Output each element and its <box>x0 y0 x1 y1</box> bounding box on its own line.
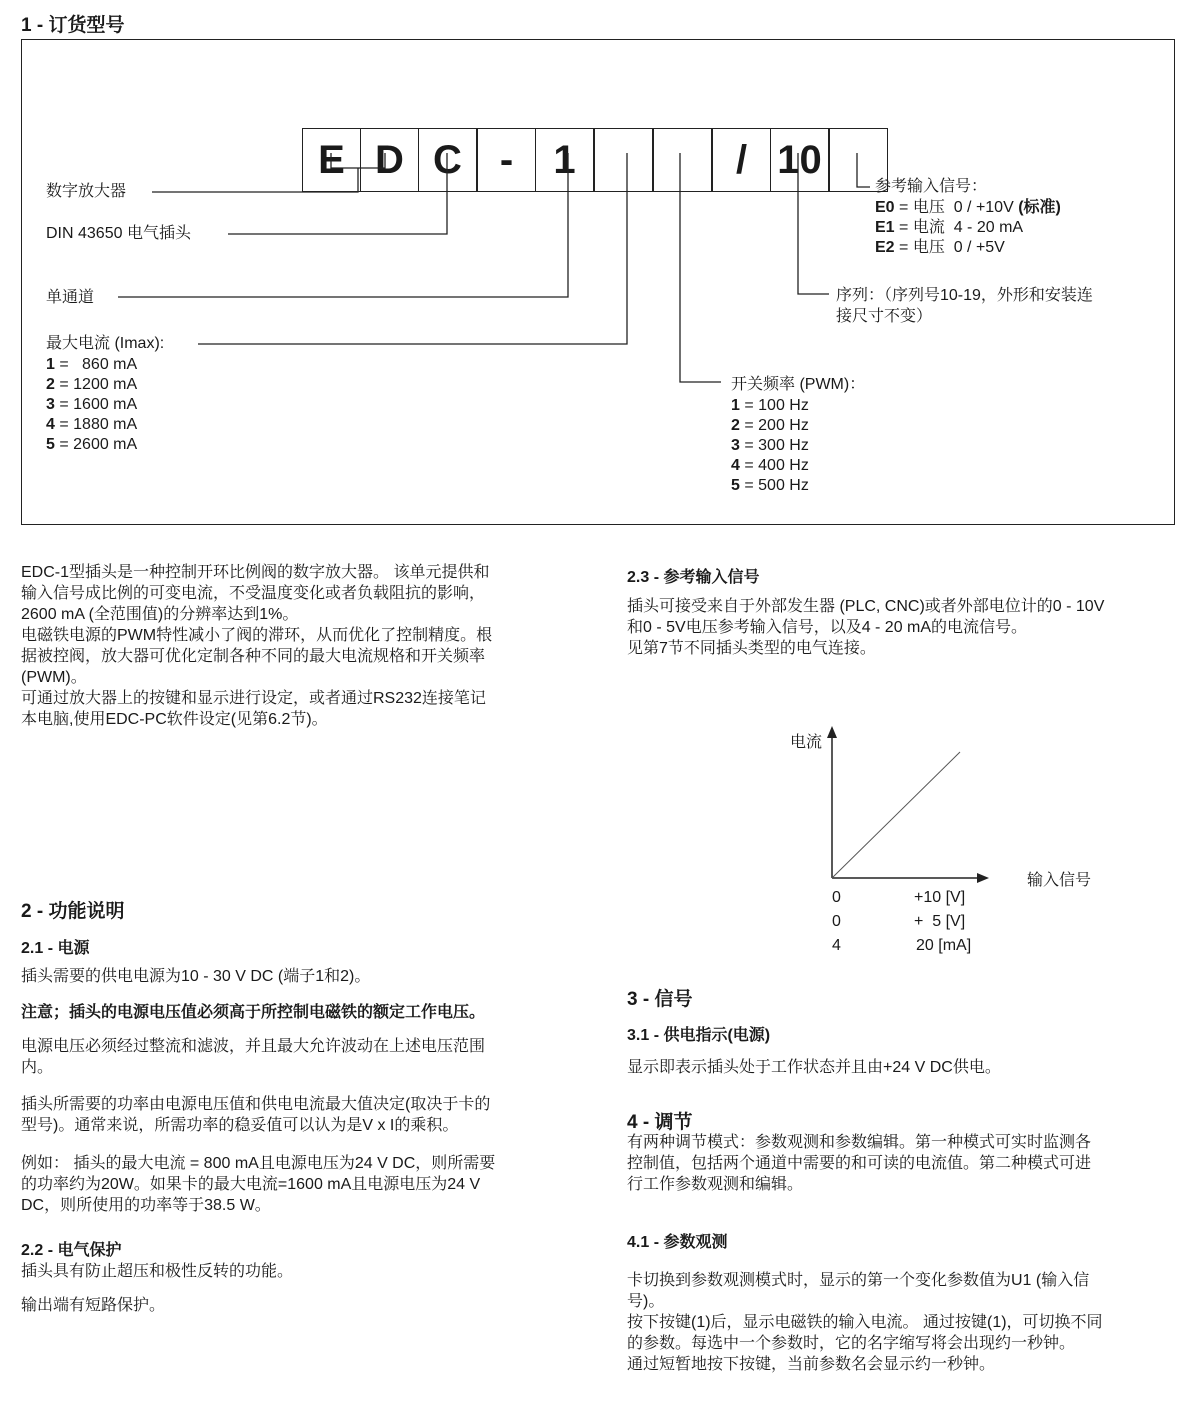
imax-item: 1 = 860 mA <box>46 356 138 373</box>
pwm-list <box>731 396 809 496</box>
pwm-item: 2 = 200 Hz <box>731 417 809 434</box>
label-digital-amplifier: 数字放大器 <box>46 183 127 200</box>
label-ref-input-title: 参考输入信号： <box>875 178 988 195</box>
section-3-title: 3 - 信号 <box>627 989 693 1010</box>
imax-item: 4 = 1880 mA <box>46 416 138 433</box>
s22-paragraph-1: 插头具有防止超压和极性反转的功能。 <box>21 1263 294 1280</box>
code-box-3: C <box>418 128 477 192</box>
s23-paragraph: 插头可接受来自于外部发生器 (PLC, CNC)或者外部电位计的0 - 10V 和0 - 5V电压参考输入信号，以及4 - 20 mA的电流信号。 见第7节不同插头类型的电气连接。 <box>627 598 1105 657</box>
code-box-5: 1 <box>535 128 594 192</box>
imax-item: 5 = 2600 mA <box>46 436 138 453</box>
s31-paragraph: 显示即表示插头处于工作状态并且由+24 V DC供电。 <box>627 1059 1001 1076</box>
code-box-9: 10 <box>770 128 829 192</box>
s22-paragraph-2: 输出端有短路保护。 <box>21 1297 166 1314</box>
ref-input-item: E2 = 电压 0 / +5V <box>875 239 1005 256</box>
section-2-1-title: 2.1 - 电源 <box>21 940 90 957</box>
intro-line: 据被控阀，放大器可优化定制各种不同的最大电流规格和开关频率 <box>21 648 486 665</box>
pwm-item: 3 = 300 Hz <box>731 437 809 454</box>
label-series-line2: 接尺寸不变） <box>836 308 933 325</box>
s21-paragraph-3: 插头所需要的功率由电源电压值和供电电流最大值决定(取决于卡的 型号)。通常来说，所需功率的稳妥值可以认为是V x I的乘积。 <box>21 1096 491 1134</box>
ref-input-list <box>875 198 1061 258</box>
s21-paragraph-4: 例如： 插头的最大电流 = 800 mA且电源电压为24 V DC，则所需要 的功率约为20W。如果卡的最大电流=1600 mA且电源电压为24 V DC，则所使用的功率等于38.5 W。 <box>21 1155 496 1214</box>
code-box-1: E <box>302 128 361 192</box>
intro-line: (PWM)。 <box>21 669 87 686</box>
imax-list <box>46 355 137 455</box>
s41-paragraph: 卡切换到参数观测模式时，显示的第一个变化参数值为U1 (输入信 号)。 按下按键(1)后，显示电磁铁的输入电流。 通过按键(1)，可切换不同 的参数。每选中一个参数时，它的名字缩写将会出现约一秒钟。 通过短暂地按下按键，当前参数名会显示约一秒钟。 <box>627 1272 1103 1373</box>
code-box-4: - <box>477 128 536 192</box>
intro-line: 可通过放大器上的按键和显示进行设定，或者通过RS232连接笔记 <box>21 690 486 707</box>
intro-paragraph <box>21 562 581 730</box>
section-4-title: 4 - 调节 <box>627 1112 693 1133</box>
s21-note: 注意；插头的电源电压值必须高于所控制电磁铁的额定工作电压。 <box>21 1004 486 1021</box>
chart-x-label: 输入信号 <box>1027 872 1092 889</box>
pwm-item: 4 = 400 Hz <box>731 457 809 474</box>
intro-line: EDC-1型插头是一种控制开环比例阀的数字放大器。 该单元提供和 <box>21 564 490 581</box>
imax-item: 3 = 1600 mA <box>46 396 138 413</box>
label-series-line1: 序列：（序列号10-19，外形和安装连 <box>836 287 1093 304</box>
section-1-title: 1 - 订货型号 <box>21 15 125 36</box>
pwm-item: 5 = 500 Hz <box>731 477 809 494</box>
code-box-2: D <box>360 128 419 192</box>
ref-input-item: E0 = 电压 0 / +10V (标准) <box>875 199 1061 216</box>
s21-paragraph-2: 电源电压必须经过整流和滤波，并且最大允许波动在上述电压范围 内。 <box>21 1038 486 1076</box>
label-imax-title: 最大电流 (Imax): <box>46 335 165 352</box>
label-din-connector: DIN 43650 电气插头 <box>46 225 191 242</box>
s21-paragraph-1: 插头需要的供电电源为10 - 30 V DC (端子1和2)。 <box>21 968 371 985</box>
imax-item: 2 = 1200 mA <box>46 376 138 393</box>
x-axis-arrow-icon <box>977 873 989 883</box>
section-3-1-title: 3.1 - 供电指示(电源) <box>627 1027 771 1044</box>
series-line <box>832 752 960 878</box>
pwm-item: 1 = 100 Hz <box>731 397 809 414</box>
section-2-3-title: 2.3 - 参考输入信号 <box>627 569 760 586</box>
intro-line: 电磁铁电源的PWM特性减小了阀的滞环，从而优化了控制精度。根 <box>21 627 493 644</box>
label-pwm-title: 开关频率 (PWM)： <box>731 376 866 393</box>
label-single-channel: 单通道 <box>46 289 95 306</box>
section-4-1-title: 4.1 - 参数观测 <box>627 1234 728 1251</box>
chart-y-label: 电流 <box>790 734 823 751</box>
intro-line: 2600 mA (全范围值)的分辨率达到1%。 <box>21 606 299 623</box>
s4-paragraph: 有两种调节模式：参数观测和参数编辑。第一种模式可实时监测各 控制值，包括两个通道中需要的和可读的电流值。第二种模式可进 行工作参数观测和编辑。 <box>627 1134 1092 1193</box>
y-axis-arrow-icon <box>827 726 837 738</box>
code-box-8: / <box>712 128 771 192</box>
intro-line: 输入信号成比例的可变电流，不受温度变化或者负载阻抗的影响， <box>21 585 486 602</box>
ref-input-item: E1 = 电流 4 - 20 mA <box>875 219 1024 236</box>
intro-line: 本电脑,使用EDC-PC软件设定(见第6.2节)。 <box>21 711 328 728</box>
section-2-2-title: 2.2 - 电气保护 <box>21 1242 122 1259</box>
section-2-title: 2 - 功能说明 <box>21 901 125 922</box>
